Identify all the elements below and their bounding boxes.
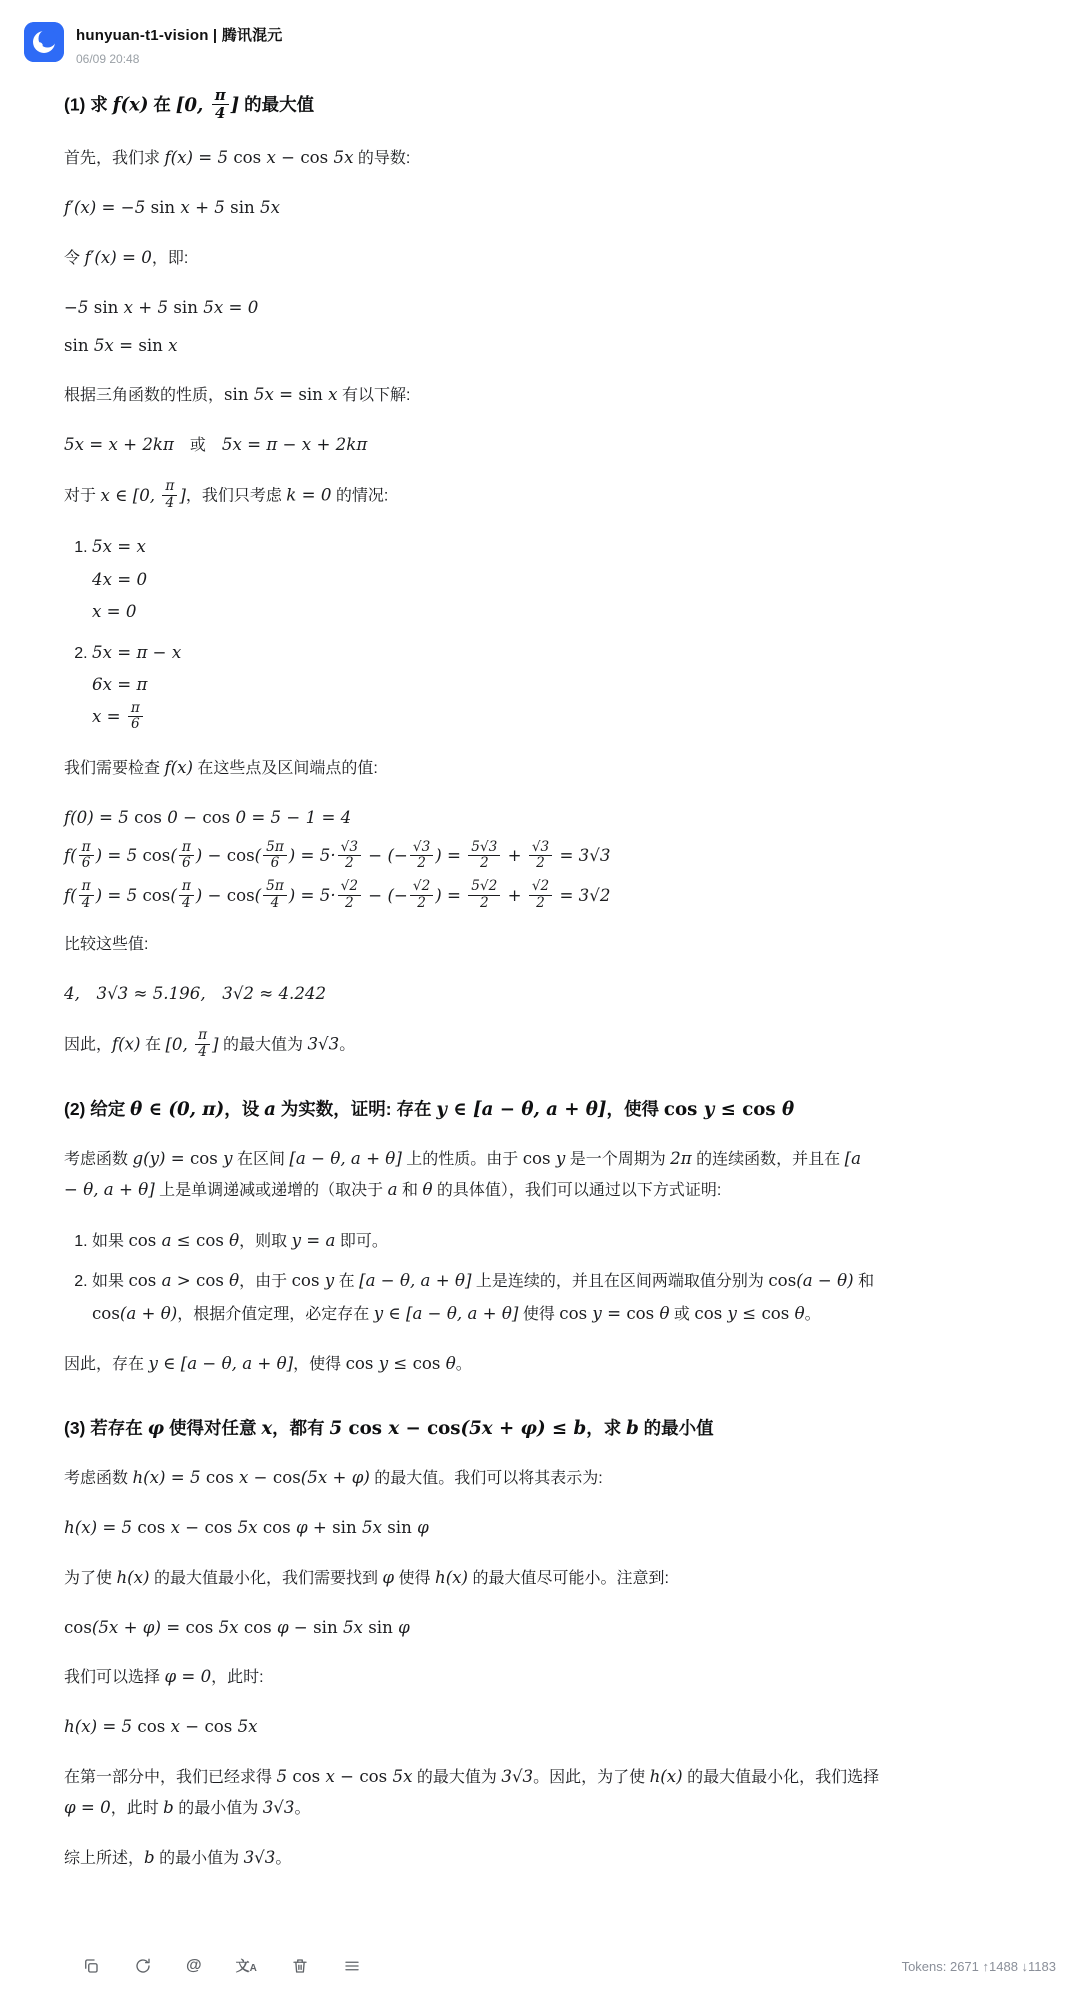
content-para: 比较这些值: <box>64 936 149 954</box>
content-para: 我们需要检查 f(x) 在这些点及区间端点的值: <box>64 758 378 778</box>
content-para: 为了使 h(x) 的最大值最小化，我们需要找到 φ 使得 h(x) 的最大值尽可能小。注意到: <box>64 1567 669 1587</box>
content-para: 首先，我们求 f(x) = 5 cos x − cos 5x 的导数: <box>64 148 411 168</box>
message-header <box>0 14 1080 66</box>
content-para: 令 f′(x) = 0，即: <box>64 247 189 267</box>
section-heading: (1) 求 f(x) 在 [0, $\frac{\pi}{4}$ ] 的最大值 <box>64 86 315 123</box>
hunyuan-logo <box>24 22 64 62</box>
content-para: 因此，f(x) 在 [0, $\frac{\pi}{4}$ ] 的最大值为 3√3。 <box>64 1026 356 1060</box>
content-mathline: h(x) = 5 cos x − cos 5x cos φ + sin 5x sin φ <box>64 1518 429 1538</box>
hunyuan-logo-icon <box>24 22 64 62</box>
tokens-counter: Tokens: 2671 ↑1488 ↓1183 <box>901 1958 1056 1974</box>
ordered-list: 1. 5x = x 4x = 0 x = 0 2. 5x = π − x 6x = π x = $\frac{\pi}{6}$ <box>64 531 880 734</box>
copy-icon[interactable] <box>78 1953 104 1979</box>
toolbar-actions <box>78 1952 365 1980</box>
content-para: 因此，存在 y ∈ [a − θ, a + θ]，使得 cos y ≤ cos θ。 <box>64 1354 472 1374</box>
content-para: 考虑函数 g(y) = cos y 在区间 [a − θ, a + θ] 上的性质。由于 cos y 是一个周期为 2π 的连续函数，并且在 [a − θ, a + θ] 上是单调递减或递增的（取决于 a 和 θ 的具体值），我们可以通过以下方式证明: <box>64 1149 861 1200</box>
content-mathline: h(x) = 5 cos x − cos 5x <box>64 1717 258 1737</box>
content-mathgroup: f(0) = 5 cos 0 − cos 0 = 5 − 1 = 4 f( $\frac{\pi}{6}$ ) = 5 cos( $\frac{\pi}{6}$ ) − cos( $\frac{5\pi}{6}$ ) = 5· $\frac{√3}{2}$ − (− $\frac{√3}{2}$ ) = $\frac{5√3}{2}$ + $\frac{√3}{2}$ = 3√3 f( $\frac{\pi}{4}$ ) = 5 cos( $\frac{\pi}{4}$ ) − cos( $\frac{5\pi}{4}$ ) = 5· $\frac{√2}{2}$ − (− $\frac{√2}{2}$ ) = $\frac{5√2}{2}$ + $\frac{√2}{2}$ = 3√2 <box>64 807 611 911</box>
delete-icon[interactable] <box>287 1953 313 1979</box>
section-heading: (2) 给定 θ ∈ (0, π)，设 a 为实数，证明: 存在 y ∈ [a − θ, a + θ]，使得 cos y ≤ cos θ <box>64 1099 795 1121</box>
translate-icon[interactable] <box>232 1952 261 1980</box>
content-mathline: 5x = x + 2kπ 或 5x = π − x + 2kπ <box>64 435 368 455</box>
menu-icon[interactable] <box>339 1953 365 1979</box>
content-para: 考虑函数 h(x) = 5 cos x − cos(5x + φ) 的最大值。我们可以将其表示为: <box>64 1468 603 1488</box>
content-para: 综上所述，b 的最小值为 3√3。 <box>64 1847 292 1867</box>
content-mathgroup: −5 sin x + 5 sin 5x = 0 sin 5x = sin x <box>64 297 259 355</box>
section-heading: (3) 若存在 φ 使得对任意 x，都有 5 cos x − cos(5x + φ) ≤ b，求 b 的最小值 <box>64 1418 714 1440</box>
content-mathline: f′(x) = −5 sin x + 5 sin 5x <box>64 198 280 218</box>
content-para: 根据三角函数的性质，sin 5x = sin x 有以下解: <box>64 385 411 405</box>
message-content <box>0 66 1080 1922</box>
content-para: 我们可以选择 φ = 0，此时: <box>64 1667 264 1687</box>
regenerate-icon[interactable] <box>130 1953 156 1979</box>
ordered-list: 1. 如果 cos a ≤ cos θ，则取 y = a 即可。 2. 如果 cos a > cos θ，由于 cos y 在 [a − θ, a + θ] 上是连续的，并且在区间两端取值分别为 cos(a − θ) 和 cos(a + θ)，根据介值定理，必定存在 y ∈ [a − θ, a + θ] 使得 cos y = cos θ 或 cos y ≤ cos θ。 <box>64 1225 880 1330</box>
translate-glyph: 文A <box>235 1958 257 1974</box>
model-title: hunyuan-t1-vision | 腾讯混元 <box>76 27 283 44</box>
content-para: 在第一部分中，我们已经求得 5 cos x − cos 5x 的最大值为 3√3。因此，为了使 h(x) 的最大值最小化，我们选择 φ = 0，此时 b 的最小值为 3√3。 <box>64 1767 880 1817</box>
message-toolbar <box>0 1942 1080 1988</box>
content-mathline: 4, 3√3 ≈ 5.196, 3√2 ≈ 4.242 <box>64 984 327 1004</box>
content-para: 对于 x ∈ [0, $\frac{\pi}{4}$ ]，我们只考虑 k = 0 的情况: <box>64 477 389 511</box>
header-text <box>76 22 283 66</box>
mention-icon[interactable]: @ <box>182 1954 206 1978</box>
content-mathline: cos(5x + φ) = cos 5x cos φ − sin 5x sin φ <box>64 1617 410 1637</box>
message-timestamp: 06/09 20:48 <box>76 52 140 66</box>
